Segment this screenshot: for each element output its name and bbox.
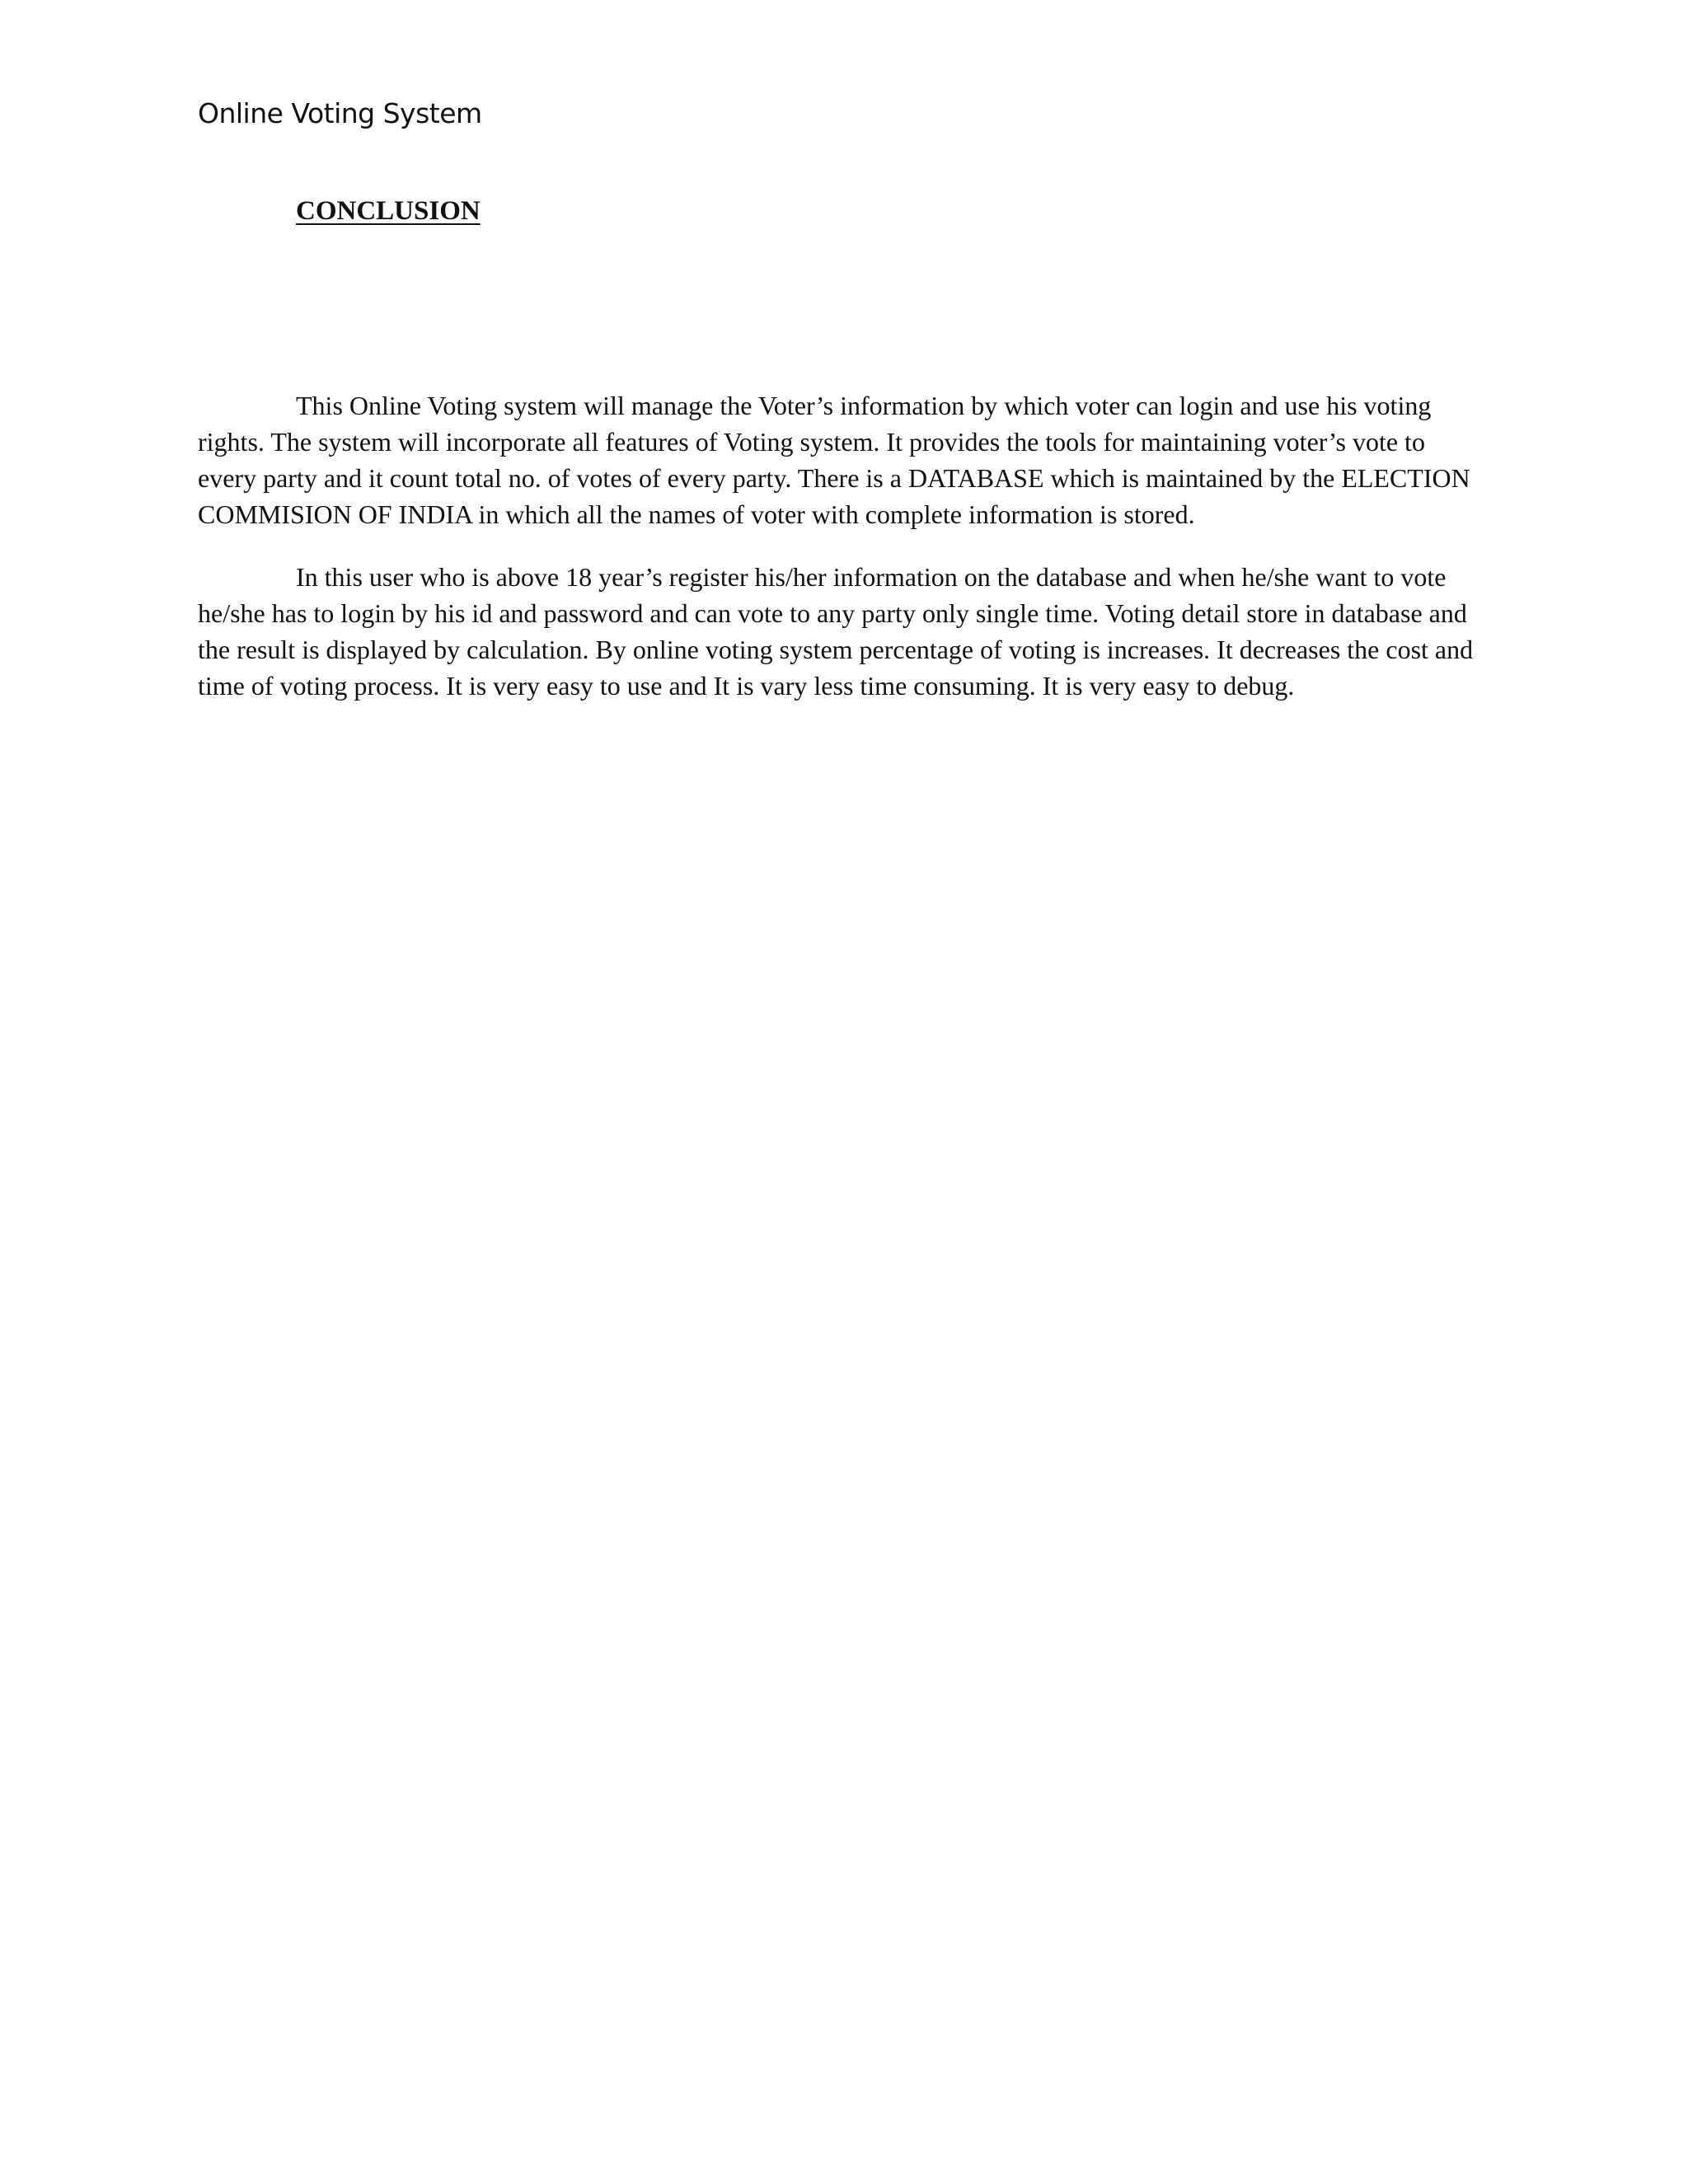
page-header-title: Online Voting System [198,97,482,129]
body-paragraph-1: This Online Voting system will manage the Voter’s information by which voter can login and use his voting rights. The system will incorporate all features of Voting system. It provides the tools for maintaining voter’s vote to every party and it count total no. of votes of every party. There is a DATABASE which is maintained by the ELECTION COMMISION OF INDIA in which all the names of voter with complete information is stored. [198,391,1470,529]
body-paragraph-2: In this user who is above 18 year’s register his/her information on the database and when he/she want to vote he/she has to login by his id and password and can vote to any party only single time. Voting detail store in database and the result is displayed by calculation. By online voting system percentage of voting is increases. It decreases the cost and time of voting process. It is very easy to use and It is vary less time consuming. It is very easy to debug. [198,562,1474,701]
section-heading: CONCLUSION [296,196,481,226]
